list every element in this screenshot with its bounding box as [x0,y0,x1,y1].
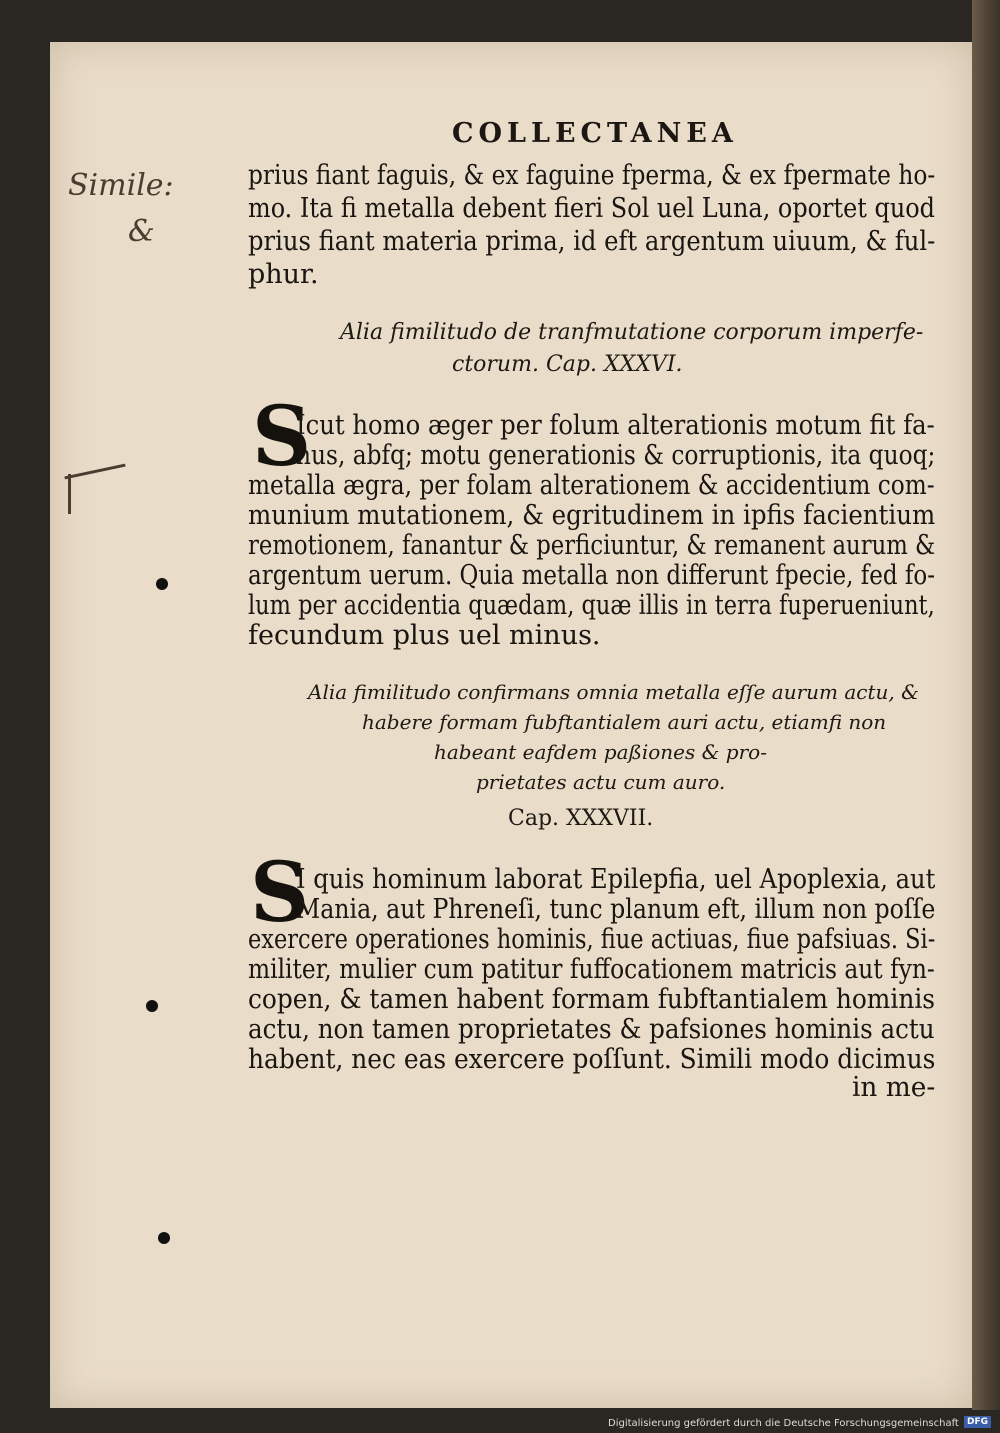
binding-hole [156,578,168,590]
text-line: prius fiant faguis, & ex faguine fperma, & ex fpermate ho- [248,160,936,191]
text-line: Icut homo æger per folum alterationis motum fit fa- [296,410,935,441]
text-line: remotionem, fanantur & perficiuntur, & remanent aurum & [248,530,936,561]
chapter-title: prietates actu cum auro. [476,770,726,794]
binding-hole [146,1000,158,1012]
text-line: prius fiant materia prima, id eft argentum uiuum, & ful- [248,226,936,257]
text-line: habent, nec eas exercere poſſunt. Simili modo dicimus [248,1044,936,1075]
drop-cap: S [250,845,310,941]
text-line: actu, non tamen proprietates & pafsiones hominis actu [248,1014,935,1045]
text-line: argentum uerum. Quia metalla non differunt fpecie, fed fo- [248,560,936,591]
margin-bracket-mark-vertical [68,474,71,514]
chapter-title: habere formam fubftantialem auri actu, etiamfi non [362,710,887,734]
running-title: COLLECTANEA [452,118,738,149]
margin-note-ampersand: & [128,214,155,249]
chapter-title: Alia fimilitudo confirmans omnia metalla eſſe aurum actu, & [308,680,919,704]
catchword: in me- [852,1072,936,1103]
book-edge [972,0,1000,1410]
chapter-title: ctorum. Cap. XXXVI. [452,352,683,377]
text-line: metalla ægra, per folam alterationem & accidentium com- [248,470,935,501]
digitization-credit: Digitalisierung gefördert durch die Deutsche Forschungsgemeinschaft [608,1418,959,1429]
dfg-logo: DFG [964,1416,991,1428]
text-line: munium mutationem, & egritudinem in ipfis facientium [248,500,936,531]
chapter-title: Alia fimilitudo de tranfmutatione corporum imperfe- [340,320,924,345]
binding-hole [158,1232,170,1244]
text-line: I quis hominum laborat Epilepfia, uel Apoplexia, aut [296,864,936,895]
text-line: nus, abfq; motu generationis & corruptionis, ita quoq; [296,440,936,471]
text-line: militer, mulier cum patitur fuffocationem matricis aut fyn- [248,954,935,985]
text-line: fecundum plus uel minus. [248,620,601,651]
text-line: phur. [248,259,319,290]
margin-note-simile: Simile: [68,168,174,203]
text-line: lum per accidentia quædam, quæ illis in terra fuperueniunt, [248,590,935,621]
text-line: Mania, aut Phreneſi, tunc planum eft, illum non poſſe [296,894,936,925]
text-line: mo. Ita fi metalla debent fieri Sol uel Luna, oportet quod [248,193,935,224]
text-line: copen, & tamen habent formam fubftantialem hominis [248,984,936,1015]
drop-cap: S [252,389,312,485]
chapter-number: Cap. XXXVII. [508,806,654,831]
text-line: exercere operationes hominis, fiue actiuas, fiue pafsiuas. Si- [248,924,936,955]
chapter-title: habeant eafdem paßiones & pro- [434,740,767,764]
